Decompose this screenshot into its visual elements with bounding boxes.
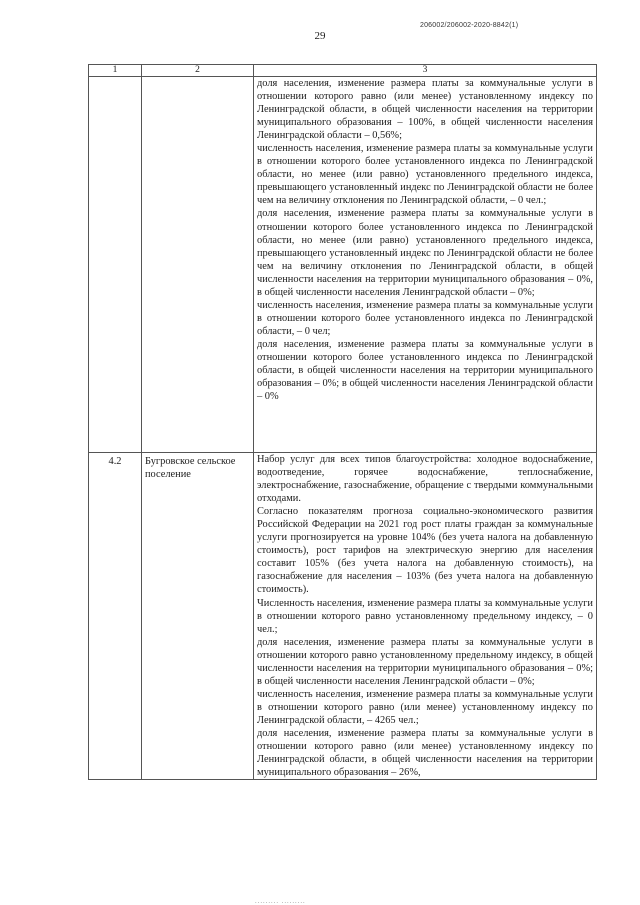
paragraph: численность населения, изменение размера платы за коммунальные услуги в отношении которого более установленного индекса по Ленинградской области, но менее (или равно) установленного предельного индекса, превышающего установленный индекс по Ленинградской области не более чем на величину отклонения по Ленинградской области, – 0 чел.; [257,143,593,207]
paragraph: численность населения, изменение размера платы за коммунальные услуги в отношении которого более установленного индекса по Ленинградской области, – 0 чел; [257,299,593,337]
settlement-name [142,77,254,453]
page-number: 29 [314,30,326,42]
row-number: 4.2 [89,453,142,780]
paragraph: доля населения, изменение размера платы за коммунальные услуги в отношении которого более установленного индекса по Ленинградской области, но менее (или равно) установленного предельного индекса, превышающего установленный индекс по Ленинградской области не более чем на величину отклонения по Ленинградской области, в общей численности населения на территории муниципального образования – 0%, в общей численности населения Ленинградской области – 0%; [257,208,593,298]
paragraph: Набор услуг для всех типов благоустройства: холодное водоснабжение, водоотведение, горячее водоснабжение, теплоснабжение, электроснабжение, газоснабжение, обращение с твердыми коммунальными отходами. [257,454,593,505]
paragraph: доля населения, изменение размера платы за коммунальные услуги в отношении которого равно (или менее) установленному индексу по Ленинградской области, в общей численности населения на территории муниципального образования – 100%, в общей численности населения Ленинградской области – 0,56%; [257,78,593,142]
paragraph: доля населения, изменение размера платы за коммунальные услуги в отношении которого более установленного индекса по Ленинградской области, в общей численности населения на территории муниципального образования – 0%; в общей численности населения Ленинградской области – 0% [257,338,593,403]
paragraph: Численность населения, изменение размера платы за коммунальные услуги в отношении которого равно установленному предельному индексу, – 0 чел.; [257,597,593,635]
row-description [254,453,597,780]
footer-marks: ......... ......... [255,899,306,905]
paragraph: доля населения, изменение размера платы за коммунальные услуги в отношении которого равно установленному предельному индексу, в общей численности населения на территории муниципального образования – 0%; в общей численности населения Ленинградской области – 0%; [257,636,593,687]
table-header-row [89,65,597,77]
row-description [254,77,597,453]
paragraph: доля населения, изменение размера платы за коммунальные услуги в отношении которого равно (или менее) установленному индексу по Ленинградской области, в общей численности населения на территории муниципального образования – 26%, [257,727,593,779]
paragraph: численность населения, изменение размера платы за коммунальные услуги в отношении которого равно (или менее) установленному индексу по Ленинградской области, – 4265 чел.; [257,688,593,726]
header-cell-3: 3 [254,65,597,77]
header-cell-2: 2 [142,65,254,77]
table-row [89,453,597,780]
row-number [89,77,142,453]
table-row [89,77,597,453]
document-code: 206002/206002-2020-8842(1) [420,22,519,29]
header-cell-1: 1 [89,65,142,77]
paragraph: Согласно показателям прогноза социально-экономического развития Российской Федерации на 2021 год рост платы граждан за коммунальные услуги прогнозируется на уровне 104% (без учета налога на добавленную стоимость), рост тарифов на электрическую энергию для населения составит 105% (без учета налога на добавленную стоимость), на газоснабжение для населения – 103% (без учета налога на добавленную стоимость). [257,506,593,596]
document-table [88,64,597,780]
settlement-name: Бугровское сельское поселение [142,453,254,780]
